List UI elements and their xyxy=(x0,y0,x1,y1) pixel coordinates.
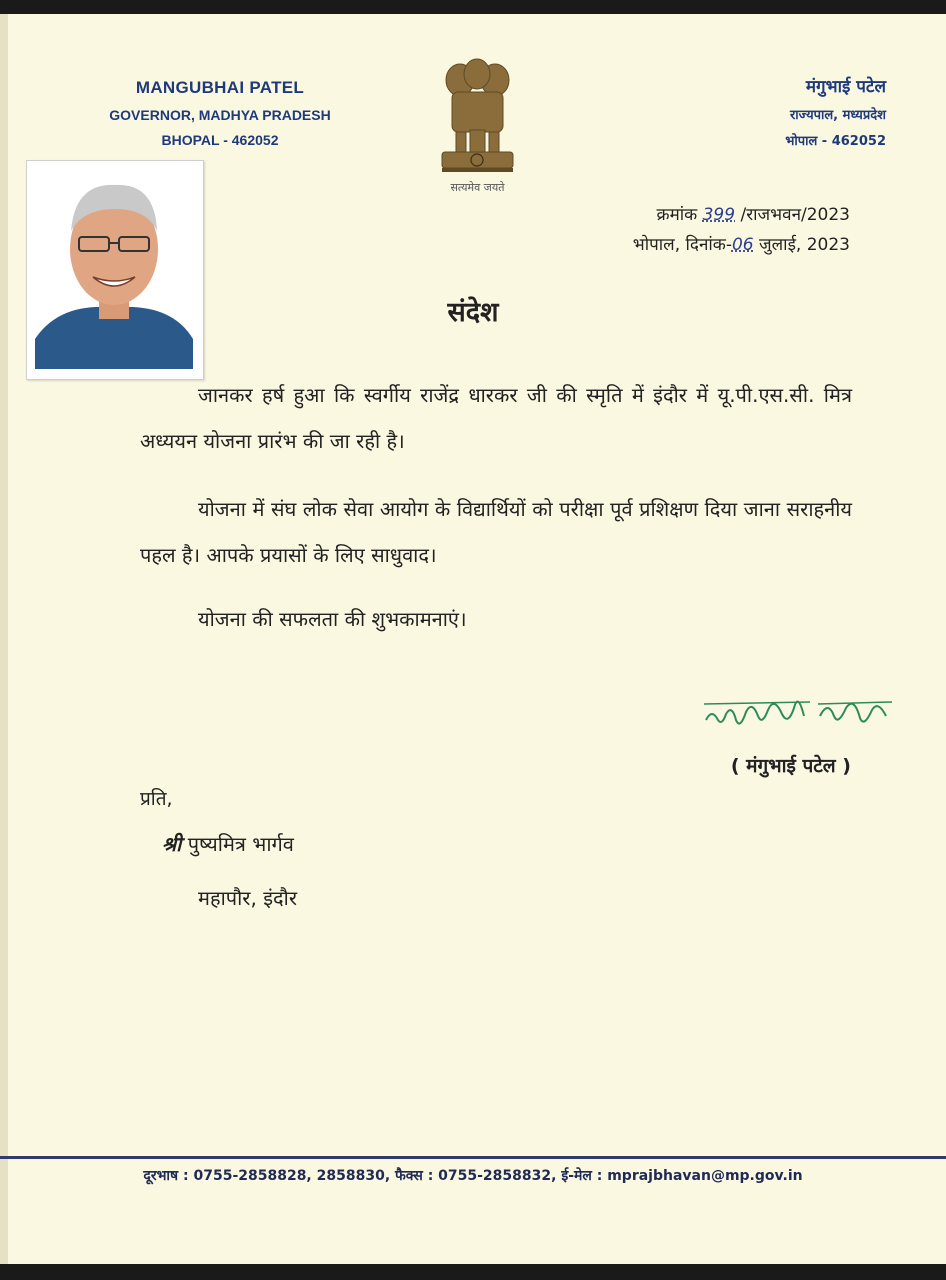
reference-block xyxy=(633,200,850,260)
letterhead-hindi xyxy=(726,74,886,149)
reference-date-value: 06 xyxy=(731,235,754,255)
recipient-to: प्रति, xyxy=(140,788,173,810)
handwritten-signature xyxy=(700,686,900,742)
governor-portrait xyxy=(26,160,204,380)
reference-date-suffix: जुलाई, 2023 xyxy=(753,235,850,255)
message-paragraph xyxy=(140,596,852,642)
recipient-name: पुष्यमित्र भार्गव xyxy=(181,832,294,856)
sender-address-en: BHOPAL - 462052 xyxy=(161,132,279,148)
recipient-designation: महापौर, इंदौर xyxy=(198,886,297,910)
letterhead-english xyxy=(90,78,350,148)
reference-date-label: भोपाल, दिनांक- xyxy=(632,235,732,255)
sender-address-hi: भोपाल - 462052 xyxy=(785,134,886,149)
recipient-honorific: श्री xyxy=(162,832,182,856)
reference-date xyxy=(633,230,850,260)
message-paragraph-text: योजना में संघ लोक सेवा आयोग के विद्यार्थियों को परीक्षा पूर्व प्रशिक्षण दिया जाना सराहनीय पहल है। आपके प्रयासों के लिए साधुवाद। xyxy=(140,497,852,567)
reference-number-value: 399 xyxy=(702,205,736,225)
page-title: संदेश xyxy=(447,297,499,328)
message-paragraph xyxy=(140,372,852,464)
reference-number xyxy=(633,200,850,230)
page-edge xyxy=(0,14,8,1264)
sender-title-hi: राज्यपाल, मध्यप्रदेश xyxy=(789,108,886,123)
message-paragraph-text: योजना की सफलता की शुभकामनाएं। xyxy=(198,607,467,631)
message-paragraph xyxy=(140,486,852,578)
sender-name-hi: मंगुभाई पटेल xyxy=(805,77,886,97)
sender-title-en: GOVERNOR, MADHYA PRADESH xyxy=(109,107,331,123)
footer-divider xyxy=(0,1156,946,1159)
sender-name-en: MANGUBHAI PATEL xyxy=(135,78,305,97)
recipient-name-line xyxy=(162,830,294,857)
reference-number-suffix: /राजभवन/2023 xyxy=(735,205,850,225)
message-paragraph-text: जानकर हर्ष हुआ कि स्वर्गीय राजेंद्र धारकर जी की स्मृति में इंदौर में यू.पी.एस.सी. मित्र अध्ययन योजना प्रारंभ की जा रही है। xyxy=(140,383,852,453)
reference-number-label: क्रमांक xyxy=(656,205,703,225)
footer-contact: दूरभाष : 0755-2858828, 2858830, फैक्स : 0755-2858832, ई-मेल : mprajbhavan@mp.gov.in xyxy=(143,1168,803,1184)
signatory-name: ( मंगुभाई पटेल ) xyxy=(730,755,851,777)
national-emblem-icon xyxy=(430,52,525,197)
emblem-motto: सत्यमेव जयते xyxy=(450,181,505,194)
